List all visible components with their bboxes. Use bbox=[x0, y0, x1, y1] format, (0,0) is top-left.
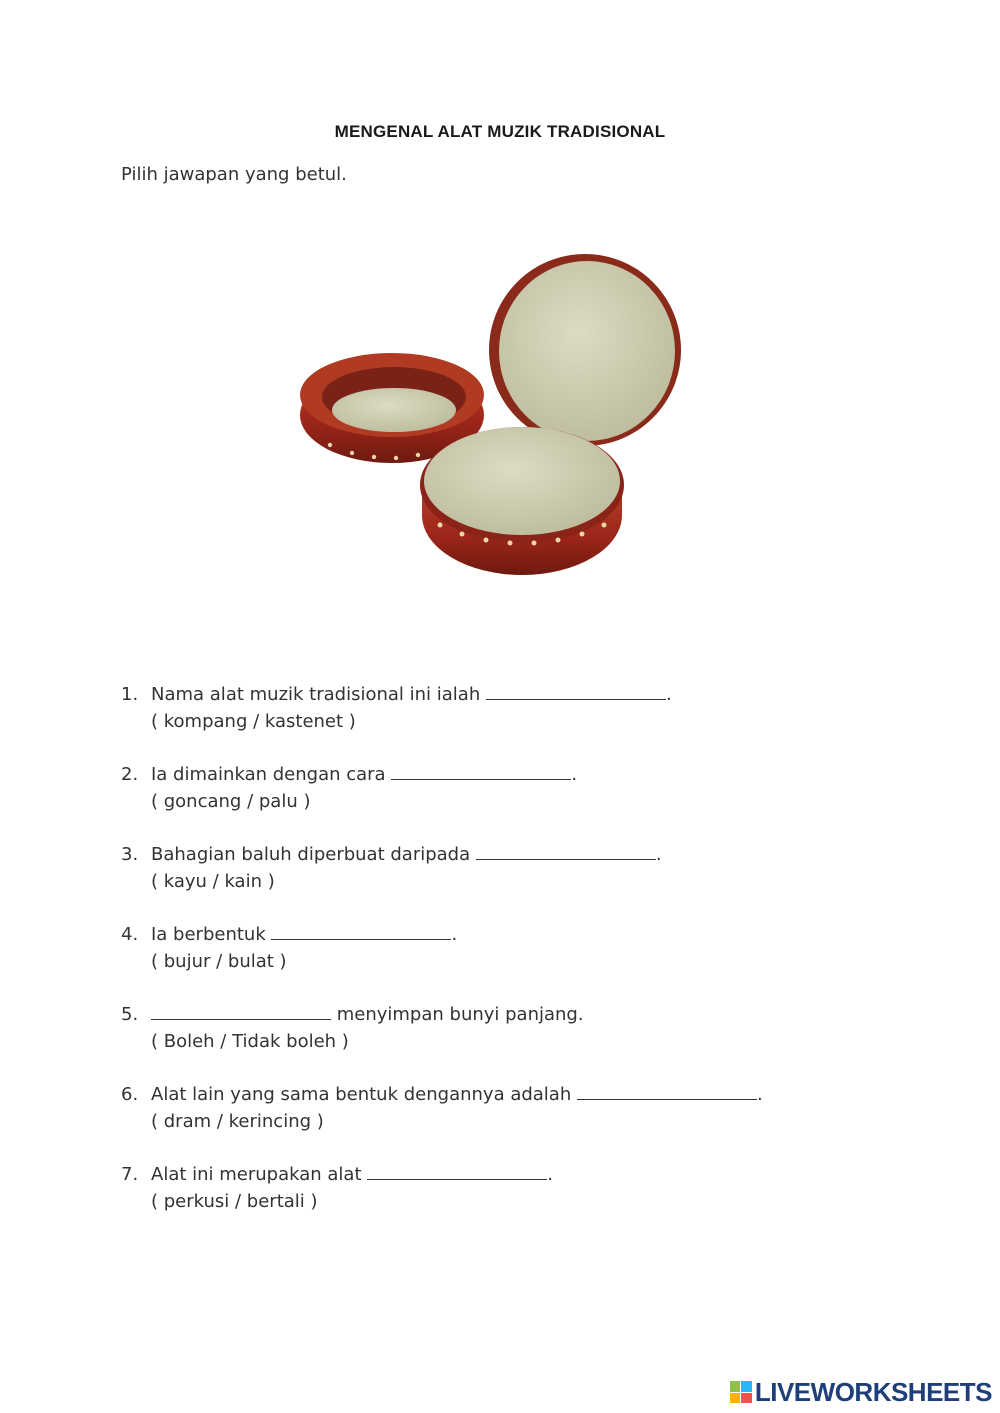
options-5: ( Boleh / Tidak boleh ) bbox=[151, 1031, 349, 1052]
question-1: 1. Nama alat muzik tradisional ini ialah . ( kompang / kastenet ) bbox=[121, 681, 672, 735]
logo-square-3 bbox=[730, 1393, 741, 1404]
standing-drum-skin bbox=[499, 261, 675, 441]
kompang-image bbox=[290, 245, 690, 585]
logo-square-1 bbox=[730, 1381, 741, 1392]
front-drum-skin bbox=[424, 427, 620, 535]
answer-blank-2[interactable] bbox=[391, 761, 571, 780]
answer-blank-6[interactable] bbox=[577, 1081, 757, 1100]
options-6: ( dram / kerincing ) bbox=[151, 1111, 324, 1132]
question-3: 3. Bahagian baluh diperbuat daripada . ( kayu / kain ) bbox=[121, 841, 662, 895]
worksheet-title: MENGENAL ALAT MUZIK TRADISIONAL bbox=[334, 122, 666, 141]
question-2: 2. Ia dimainkan dengan cara . ( goncang / palu ) bbox=[121, 761, 577, 815]
question-4: 4. Ia berbentuk . ( bujur / bulat ) bbox=[121, 921, 457, 975]
instruction-text: Pilih jawapan yang betul. bbox=[121, 164, 347, 185]
answer-blank-7[interactable] bbox=[367, 1161, 547, 1180]
answer-blank-5[interactable] bbox=[151, 1001, 331, 1020]
answer-blank-1[interactable] bbox=[486, 681, 666, 700]
question-5: 5. menyimpan bunyi panjang. ( Boleh / Tidak boleh ) bbox=[121, 1001, 584, 1055]
options-7: ( perkusi / bertali ) bbox=[151, 1191, 318, 1212]
options-4: ( bujur / bulat ) bbox=[151, 951, 287, 972]
logo-squares-icon bbox=[730, 1381, 752, 1403]
options-1: ( kompang / kastenet ) bbox=[151, 711, 356, 732]
logo-text: LIVEWORKSHEETS bbox=[754, 1376, 992, 1407]
options-2: ( goncang / palu ) bbox=[151, 791, 311, 812]
answer-blank-3[interactable] bbox=[476, 841, 656, 860]
answer-blank-4[interactable] bbox=[271, 921, 451, 940]
liveworksheets-logo[interactable] bbox=[730, 1377, 992, 1407]
question-7: 7. Alat ini merupakan alat . ( perkusi / bertali ) bbox=[121, 1161, 553, 1215]
question-6: 6. Alat lain yang sama bentuk dengannya adalah . ( dram / kerincing ) bbox=[121, 1081, 763, 1135]
options-3: ( kayu / kain ) bbox=[151, 871, 275, 892]
open-drum-skin bbox=[332, 388, 456, 432]
logo-square-4 bbox=[741, 1393, 752, 1404]
logo-square-2 bbox=[741, 1381, 752, 1392]
